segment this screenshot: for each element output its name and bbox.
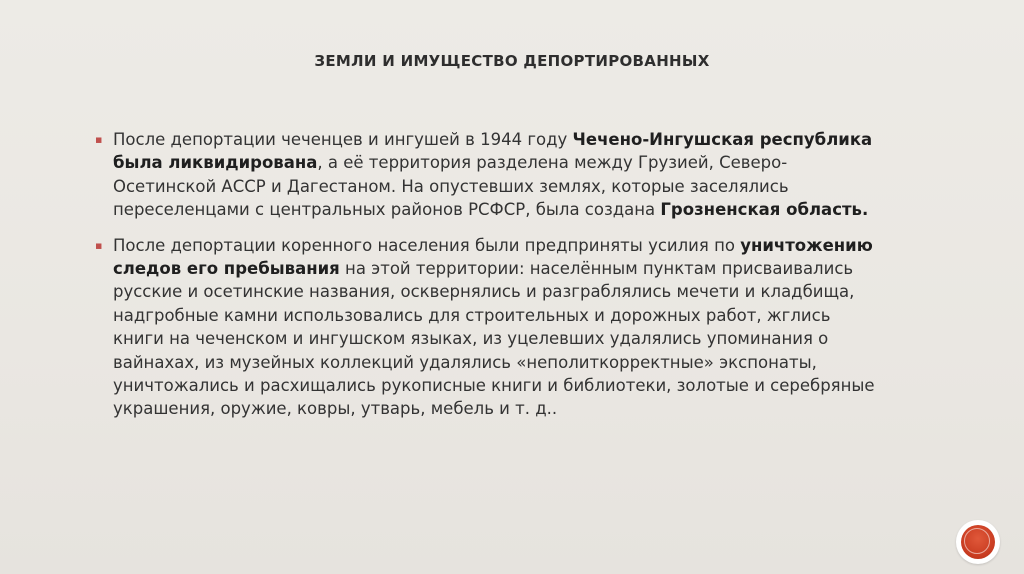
bullet-icon: ▪	[95, 133, 103, 146]
logo-ring	[964, 528, 990, 554]
paragraph-1-text-continued: , а её территория разделена между Грузией, Северо-Осетинской АССР и Дагестаном. На опустевших землях, которые заселялись переселенцами с центральных районов РСФСР, была создана	[113, 153, 789, 220]
bullet-icon: ▪	[95, 238, 103, 252]
paragraph-2-text: После депортации коренного населения были предприняты усилия по	[113, 235, 741, 255]
slide-title: ЗЕМЛИ И ИМУЩЕСТВО ДЕПОРТИРОВАННЫХ	[314, 52, 710, 70]
paragraph-2-bold-destruction: уничтожению следов его пребывания	[113, 235, 873, 279]
paragraph-1-text: После депортации чеченцев и ингушей в 1944 году	[113, 130, 573, 149]
slide-logo-icon	[956, 520, 1000, 564]
slide-content	[95, 128, 875, 433]
paragraph-1-bold-republic: Чечено-Ингушская республика была ликвидирована	[113, 130, 873, 173]
paragraph-1-bold-oblast: Грозненская область.	[660, 200, 869, 220]
bullet-paragraph-2	[95, 234, 875, 421]
paragraph-2-text-continued: на этой территории: населённым пунктам присваивались русские и осетинские названия, осквернялись и разграблялись мечети и кладбища, надгробные камни использовались для строительных и дорожных работ, жглись книги на чеченском и ингушском языках, из уцелевших удалялись упоминания о вайнахах, из музейных коллекций удалялись «неполиткорректные» экспонаты, уничтожались и расхищались рукописные книги и библиотеки, золотые и серебряные украшения, оружие, ковры, утварь, мебель и т. д..	[113, 259, 875, 419]
bullet-paragraph-1	[95, 128, 875, 222]
